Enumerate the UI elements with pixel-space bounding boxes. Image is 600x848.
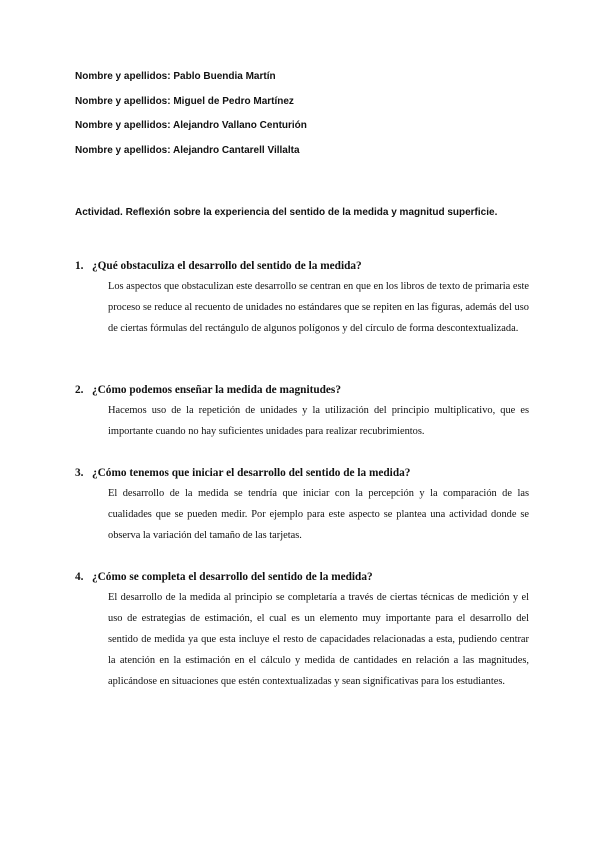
author-line: Nombre y apellidos: Pablo Buendia Martín [75,71,276,82]
question-4 [75,570,535,692]
question-number: 2. [75,384,84,396]
question-number: 3. [75,467,84,479]
question-text: ¿Qué obstaculiza el desarrollo del sentido de la medida? [92,260,362,272]
question-1 [75,259,535,339]
author-list [75,71,535,169]
question-text: ¿Cómo tenemos que iniciar el desarrollo del sentido de la medida? [92,467,411,479]
question-title [75,259,535,273]
answer-paragraph: Hacemos uso de la repetición de unidades y la utilización del principio multiplicativo, que es importante cuando no hay suficientes unidades para realizar recubrimientos. [108,405,529,437]
question-title [75,383,535,397]
question-2 [75,383,535,442]
answer-paragraph: El desarrollo de la medida al principio se completaría a través de ciertas técnicas de medición y el uso de estrategias de estimación, el cual es un elemento muy importante para el desarrollo del sentido de medida ya que esta incluye el resto de capacidades relacionadas a esta, pudiendo centrar la atención en la estimación en el cálculo y medida de cantidades en relación a las magnitudes, aplicándose en situaciones que estén contextualizadas y sean significativas para los estudiantes. [108,592,529,687]
author-line: Nombre y apellidos: Alejandro Cantarell Villalta [75,144,300,156]
answer-paragraph: Los aspectos que obstaculizan este desarrollo se centran en que en los libros de texto de primaria este proceso se reduce al recuento de unidades no estándares que se repiten en las figuras, además del uso de ciertas fórmulas del rectángulo de algunos polígonos y del círculo de forma descontextualizada. [108,281,529,334]
question-title [75,466,535,480]
question-title [75,570,535,584]
question-text: ¿Cómo se completa el desarrollo del sentido de la medida? [92,571,373,583]
activity-heading: Actividad. Reflexión sobre la experiencia del sentido de la medida y magnitud superficie. [75,207,498,218]
question-3 [75,466,535,546]
answer-paragraph: El desarrollo de la medida se tendría que iniciar con la percepción y la comparación de las cualidades que se pueden medir. Por ejemplo para este aspecto se plantea una actividad donde se observa la variación del tamaño de las tarjetas. [108,488,529,541]
question-number: 1. [75,260,84,272]
author-line: Nombre y apellidos: Alejandro Vallano Centurión [75,120,307,131]
question-text: ¿Cómo podemos enseñar la medida de magnitudes? [92,384,341,396]
question-number: 4. [75,571,84,583]
author-line: Nombre y apellidos: Miguel de Pedro Martínez [75,95,294,107]
